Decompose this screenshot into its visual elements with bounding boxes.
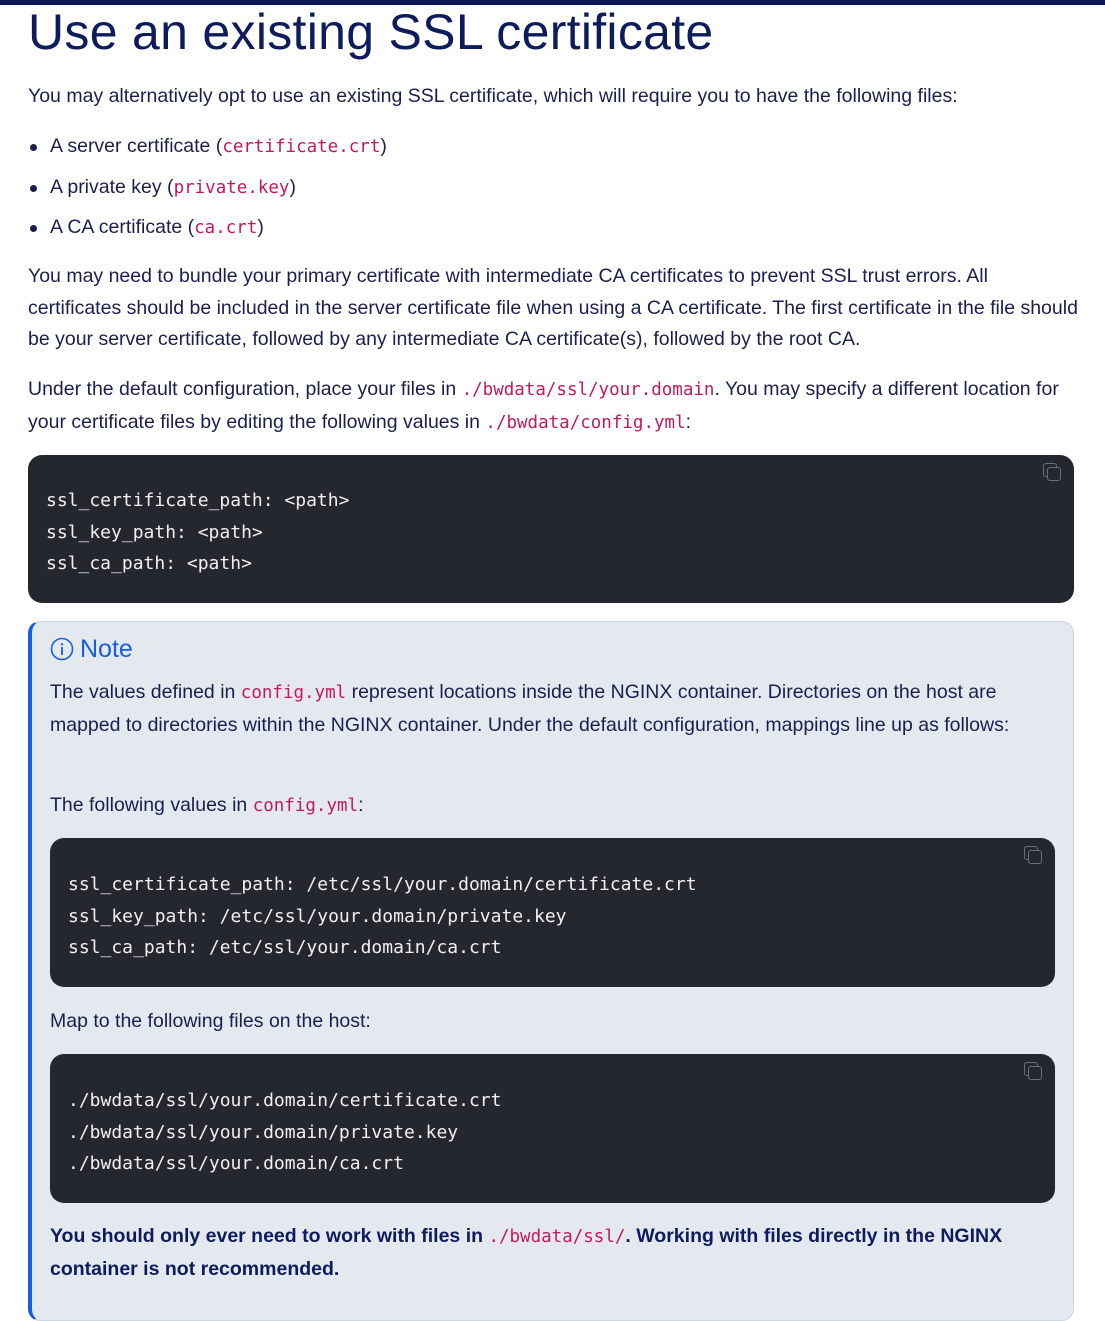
- info-icon: [50, 637, 74, 661]
- inline-code: ./bwdata/config.yml: [485, 412, 686, 433]
- inline-code: private.key: [173, 177, 290, 198]
- page-title: Use an existing SSL certificate: [28, 4, 714, 60]
- location-paragraph: Under the default configuration, place your files in ./bwdata/ssl/your.domain. You may specify a different location for your certificate files by editing the following values in ./bwdata/config.yml:: [28, 378, 1059, 433]
- list-item: A CA certificate (ca.crt): [28, 212, 387, 253]
- code-line: ssl_key_path: <path>: [46, 521, 263, 543]
- code-line: ./bwdata/ssl/your.domain/ca.crt: [68, 1153, 404, 1175]
- container-paths-code-block: [50, 838, 1055, 987]
- note-warning-paragraph: You should only ever need to work with files in ./bwdata/ssl/. Working with files directly in the NGINX container is not recommended.: [50, 1225, 1003, 1280]
- bullet: [30, 144, 37, 151]
- inline-code: ca.crt: [194, 218, 258, 238]
- required-files-list: [28, 131, 387, 253]
- bundle-paragraph: You may need to bundle your primary certificate with intermediate CA certificates to prevent SSL trust errors. All certificates should be included in the server certificate file when using a CA certificate. The first certificate in the file should be your server certificate, followed by any intermediate CA certificate(s), followed by the root CA.: [28, 265, 1078, 350]
- inline-code: config.yml: [252, 796, 359, 816]
- config-code-block: [28, 455, 1074, 603]
- inline-code: ./bwdata/ssl/your.domain: [461, 380, 715, 400]
- note-paragraph: The values defined in config.yml represent locations inside the NGINX container. Directories on the host are mapped to directories within the NGINX container. Under the default configuration, mappings line up as follows:: [50, 681, 1010, 736]
- code-line: ssl_certificate_path: <path>: [46, 490, 350, 511]
- copy-icon[interactable]: [1024, 846, 1040, 862]
- code-line: ssl_key_path: /etc/ssl/your.domain/private.key: [68, 905, 567, 927]
- list-item: A server certificate (certificate.crt): [28, 131, 387, 172]
- inline-code: ./bwdata/ssl/: [488, 1227, 626, 1247]
- bullet: [30, 185, 37, 192]
- code-line: ./bwdata/ssl/your.domain/private.key: [68, 1121, 459, 1143]
- code-line: ssl_ca_path: <path>: [46, 553, 252, 575]
- inline-code: certificate.crt: [222, 137, 381, 157]
- bullet: [30, 225, 37, 232]
- intro-paragraph: You may alternatively opt to use an existing SSL certificate, which will require you to have the following files:: [28, 85, 958, 107]
- copy-icon[interactable]: [1043, 463, 1059, 479]
- note-paragraph: The following values in config.yml:: [50, 794, 364, 816]
- note-callout: [28, 621, 1074, 1321]
- inline-code: config.yml: [240, 683, 347, 703]
- copy-icon[interactable]: [1024, 1062, 1040, 1078]
- code-line: ssl_certificate_path: /etc/ssl/your.domain/certificate.crt: [68, 874, 697, 895]
- list-item: A private key (private.key): [28, 172, 387, 213]
- note-title: Note: [50, 634, 133, 664]
- code-line: ssl_ca_path: /etc/ssl/your.domain/ca.crt: [68, 937, 502, 959]
- note-paragraph: Map to the following files on the host:: [50, 1010, 371, 1032]
- code-line: ./bwdata/ssl/your.domain/certificate.crt: [68, 1090, 502, 1111]
- host-paths-code-block: [50, 1054, 1055, 1203]
